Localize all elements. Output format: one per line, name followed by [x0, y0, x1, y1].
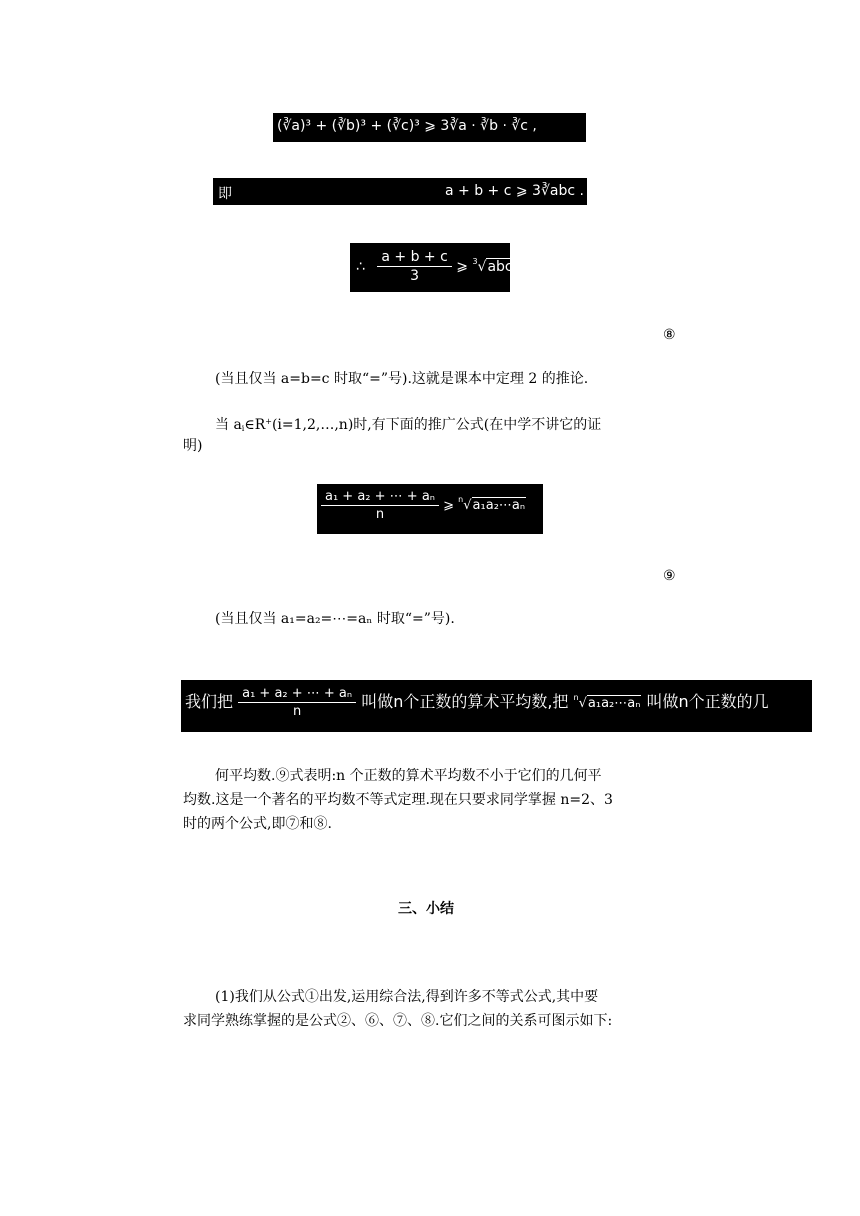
formula-eq9-denominator: n — [375, 507, 385, 522]
formula-eq9-radicand: a₁a₂⋯aₙ — [472, 498, 526, 513]
banner-denominator: n — [292, 704, 302, 719]
formula-eq8-denominator: 3 — [410, 268, 420, 284]
paragraph-equality-condition-2: (当且仅当 a₁=a₂=⋯=aₙ 时取“=”号). — [215, 611, 455, 627]
equation-number-9: ⑨ — [663, 568, 676, 584]
paragraph-summary-line1: (1)我们从公式①出发,运用综合法,得到许多不等式公式,其中要 — [215, 989, 599, 1005]
text-fragment: 当 a — [215, 417, 242, 433]
paragraph-generalization-line1 — [215, 410, 601, 441]
banner-numerator: a₁ + a₂ + ⋯ + aₙ — [238, 686, 356, 703]
formula-eq9 — [317, 484, 543, 534]
formula-eq8-root: $^3$√abc — [472, 256, 513, 275]
subscript-i: i — [241, 424, 245, 433]
text-fragment: (i=1,2,…,n)时,有下面的推广公式(在中学不讲它的证 — [271, 417, 602, 433]
formula-eq8-geq: ⩾ — [456, 258, 468, 275]
formula-cube-sum — [273, 113, 586, 142]
superscript-plus: + — [265, 417, 272, 426]
section-title: 三、小结 — [398, 901, 454, 917]
formula-eq9-fraction — [321, 489, 439, 522]
paragraph-equality-condition: (当且仅当 a=b=c 时取“=”号).这就是课本中定理 2 的推论. — [215, 371, 589, 387]
banner-radicand: a₁a₂⋯aₙ — [587, 696, 641, 711]
paragraph-mean-line3: 时的两个公式,即⑦和⑧. — [183, 816, 332, 832]
definition-banner — [181, 680, 812, 732]
paragraph-mean-line2: 均数.这是一个著名的平均数不等式定理.现在只要求同学掌握 n=2、3 — [183, 792, 613, 808]
formula-eq8-radicand: abc — [487, 258, 513, 275]
formula-ji-text: a + b + c ⩾ 3∛abc . — [445, 183, 584, 199]
formula-cube-sum-text: (∛a)³ + (∛b)³ + (∛c)³ ⩾ 3∛a · ∛b · ∛c , — [277, 118, 537, 134]
formula-eq9-body — [321, 489, 526, 522]
equation-number-8: ⑧ — [663, 327, 676, 343]
formula-eq8 — [350, 243, 513, 292]
formula-eq8-body — [356, 249, 514, 284]
text-fragment: ∈R — [244, 417, 266, 433]
banner-post: 叫做n个正数的几 — [646, 692, 769, 711]
formula-ji — [213, 178, 587, 205]
definition-banner-body — [185, 686, 769, 719]
paragraph-mean-line1: 何平均数.⑨式表明:n 个正数的算术平均数不小于它们的几何平 — [215, 768, 602, 784]
formula-eq8-fraction — [377, 249, 451, 284]
banner-root: $^n$√a₁a₂⋯aₙ — [573, 693, 641, 711]
formula-eq9-geq: ⩾ — [443, 498, 455, 513]
formula-eq9-numerator: a₁ + a₂ + ⋯ + aₙ — [321, 489, 439, 506]
paragraph-generalization-line2: 明) — [183, 438, 203, 454]
formula-eq8-numerator: a + b + c — [377, 249, 451, 267]
formula-eq9-root-index: n — [458, 495, 464, 504]
formula-eq8-root-index: 3 — [472, 256, 478, 266]
banner-root-index: n — [573, 693, 579, 702]
banner-fraction — [238, 686, 356, 719]
banner-mid: 叫做n个正数的算术平均数,把 — [361, 692, 569, 711]
banner-pre: 我们把 — [185, 692, 234, 711]
formula-ji-label: 即 — [218, 186, 232, 202]
formula-eq9-root: $^n$√a₁a₂⋯aₙ — [458, 495, 526, 513]
paragraph-summary-line2: 求同学熟练掌握的是公式②、⑥、⑦、⑧.它们之间的关系可图示如下: — [183, 1013, 613, 1029]
therefore-symbol: ∴ — [356, 258, 365, 275]
